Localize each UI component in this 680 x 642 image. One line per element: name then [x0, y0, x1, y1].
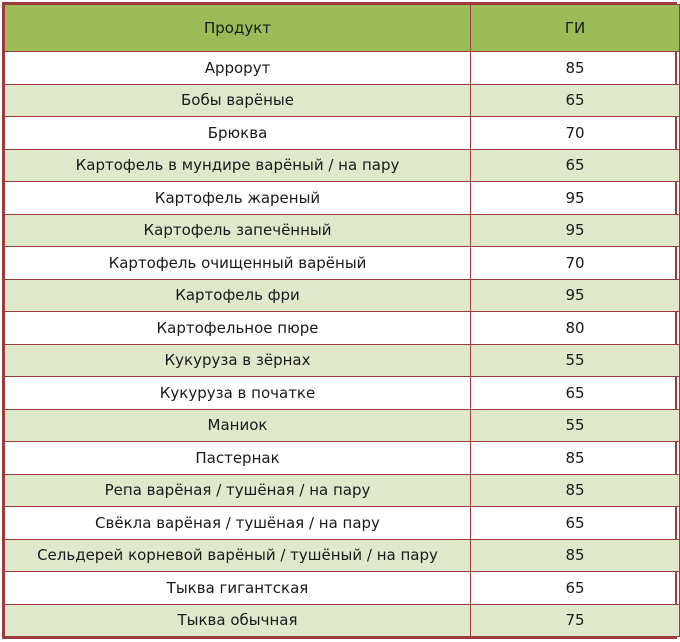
gi-cell: 65: [471, 572, 680, 605]
table-row: [5, 117, 680, 150]
table-row: [5, 442, 680, 475]
column-header-product: Продукт: [5, 5, 471, 52]
table-row: [5, 149, 680, 182]
gi-cell: 80: [471, 312, 680, 345]
product-cell: Тыква обычная: [5, 604, 471, 637]
product-cell: Картофель запечённый: [5, 214, 471, 247]
gi-table: [4, 4, 680, 637]
table-header-row: [5, 5, 680, 52]
gi-cell: 70: [471, 247, 680, 280]
table-row: [5, 247, 680, 280]
gi-table-container: [2, 2, 677, 639]
product-cell: Кукуруза в початке: [5, 377, 471, 410]
gi-cell: 65: [471, 84, 680, 117]
product-cell: Свёкла варёная / тушёная / на пару: [5, 507, 471, 540]
gi-cell: 85: [471, 474, 680, 507]
gi-cell: 85: [471, 52, 680, 85]
product-cell: Репа варёная / тушёная / на пару: [5, 474, 471, 507]
table-row: [5, 604, 680, 637]
product-cell: Пастернак: [5, 442, 471, 475]
table-row: [5, 507, 680, 540]
table-row: [5, 539, 680, 572]
product-cell: Аррорут: [5, 52, 471, 85]
product-cell: Картофель очищенный варёный: [5, 247, 471, 280]
table-row: [5, 214, 680, 247]
product-cell: Картофельное пюре: [5, 312, 471, 345]
table-row: [5, 84, 680, 117]
table-row: [5, 279, 680, 312]
gi-cell: 95: [471, 214, 680, 247]
gi-cell: 65: [471, 507, 680, 540]
gi-cell: 75: [471, 604, 680, 637]
product-cell: Кукуруза в зёрнах: [5, 344, 471, 377]
product-cell: Тыква гигантская: [5, 572, 471, 605]
gi-cell: 70: [471, 117, 680, 150]
table-row: [5, 312, 680, 345]
table-row: [5, 182, 680, 215]
product-cell: Картофель в мундире варёный / на пару: [5, 149, 471, 182]
table-row: [5, 474, 680, 507]
gi-cell: 65: [471, 377, 680, 410]
product-cell: Сельдерей корневой варёный / тушёный / на пару: [5, 539, 471, 572]
gi-cell: 85: [471, 539, 680, 572]
gi-cell: 55: [471, 409, 680, 442]
gi-cell: 55: [471, 344, 680, 377]
table-row: [5, 344, 680, 377]
gi-cell: 65: [471, 149, 680, 182]
product-cell: Брюква: [5, 117, 471, 150]
gi-cell: 85: [471, 442, 680, 475]
table-row: [5, 572, 680, 605]
product-cell: Картофель жареный: [5, 182, 471, 215]
table-row: [5, 377, 680, 410]
table-row: [5, 52, 680, 85]
product-cell: Маниок: [5, 409, 471, 442]
column-header-gi: ГИ: [471, 5, 680, 52]
gi-cell: 95: [471, 182, 680, 215]
gi-cell: 95: [471, 279, 680, 312]
product-cell: Картофель фри: [5, 279, 471, 312]
product-cell: Бобы варёные: [5, 84, 471, 117]
table-row: [5, 409, 680, 442]
